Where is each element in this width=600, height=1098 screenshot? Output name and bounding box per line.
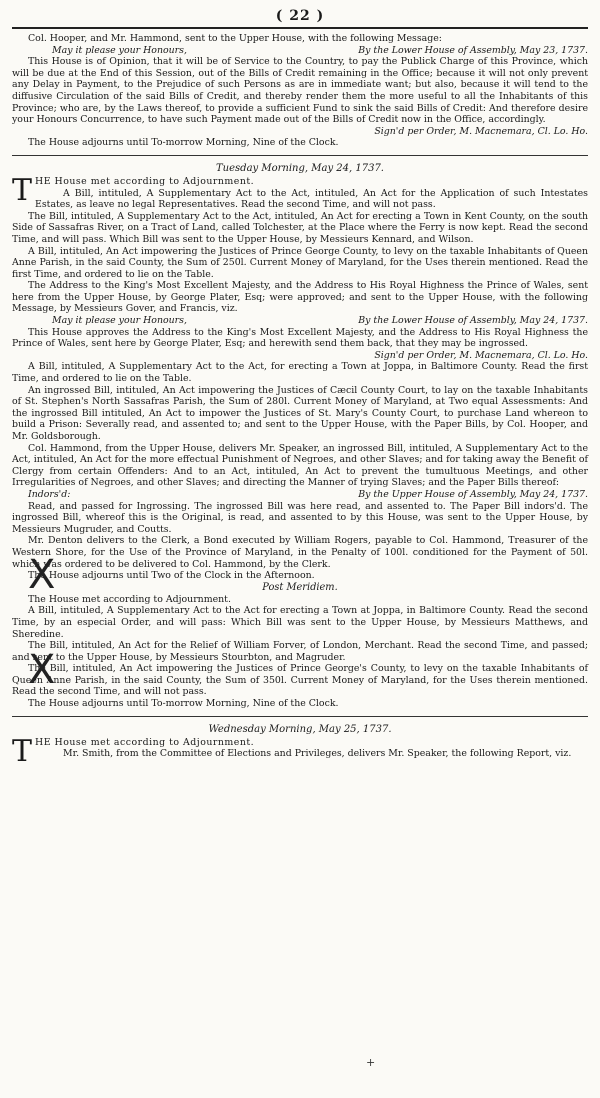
session-date: Wednesday Morning, May 25, 1737. (208, 723, 392, 735)
drop-cap: T (12, 733, 33, 769)
entry-paragraph: The Bill, intituled, A Supplementary Act to the Act, intituled, An Act for erecting a Town in Kent County, on the south Side of Sassafras River, on a Tract of Land, called Tolchester, at the Place where the Ferry is now kept. Read the second Time, and will pass. Which Bill was sent to the Upper House, by Messieurs Kennard, and Wilson. (12, 210, 588, 245)
entry-paragraph: Read, and passed for Ingrossing. The ingrossed Bill was here read, and assented to. The Paper Bill indors'd. The ingrossed Bill, whereof this is the Original, is read, and assented to by this House, was sent to the Upper House, by Messieurs Mugruder, and Coutts. (12, 500, 588, 535)
drop-cap: T (12, 172, 33, 208)
margin-x-mark: X (28, 552, 56, 598)
signature-line: Sign'd per Order, M. Macnemara, Cl. Lo. Ho. (374, 349, 588, 361)
margin-cross-mark: + (366, 1056, 376, 1069)
entry-paragraph: The Address to the King's Most Excellent Majesty, and the Address to His Royal Highness the Prince of Wales, sent here from the Upper House, by George Plater, Esq; were approved; and sent to the Upper House, with the following Message, by Messieurs Gover, and Francis, viz. (12, 280, 588, 315)
entry-paragraph: The Bill, intituled, An Act impowering the Justices of Prince George's County, to levy on the taxable Inhabitants of Queen Anne Parish, in the said County, the Sum of 350l. Current Money of Maryland, for the Uses therein mentioned. Read the second Time, and will not pass. (12, 663, 588, 698)
entry-paragraph: This House approves the Address to the King's Most Excellent Majesty, and the Address to His Royal Highness the Prince of Wales, sent here by George Plater, Esq; and herewith send them back, that they may be ingrossed. (12, 326, 588, 350)
entry-paragraph: A Bill, intituled, An Act impowering the Justices of Prince George County, to levy on the taxable Inhabitants of Queen Anne Parish, in the said County, the Sum of 250l. Current Money of Maryland, for the Uses therein mentioned. Read the first Time, and ordered to lie on the Table. (12, 245, 588, 280)
adjournment-note: The House adjourns until To-morrow Morning, Nine of the Clock. (28, 698, 339, 710)
entry-paragraph: Mr. Denton delivers to the Clerk, a Bond executed by William Rogers, payable to Col. Hammond, Treasurer of the Western Shore, for the Use of the Province of Maryland, in the Penalty of 100l. conditioned for the Payment of 50l. which was ordered to be delivered to Col. Hammond, by the Clerk. (12, 535, 588, 570)
opening-line: THE House met according to Adjournment. (12, 733, 255, 769)
post-meridiem-heading: Post Meridiem. (262, 581, 338, 593)
indorsement-source: By the Upper House of Assembly, May 24, 1737. (358, 488, 588, 500)
section-rule (12, 155, 588, 156)
entry-paragraph: The House met according to Adjournment. (28, 593, 231, 605)
indorsement-label: Indors'd: (28, 488, 71, 500)
message-intro: Col. Hooper, and Mr. Hammond, sent to the Upper House, with the following Message: (28, 33, 442, 44)
address-source: By the Lower House of Assembly, May 23, 1737. (358, 44, 588, 56)
address-salutation: May it please your Honours, (52, 44, 187, 56)
address-salutation: May it please your Honours, (52, 315, 187, 327)
address-source: By the Lower House of Assembly, May 24, 1737. (358, 315, 588, 327)
entry-paragraph: A Bill, intituled, A Supplementary Act to the Act, intituled, An Act for the Application of such Intestates Estates, as leave no legal Representatives. Read the second Time, and will not pass. (35, 187, 588, 211)
entry-paragraph: A Bill, intituled, A Supplementary Act to the Act for erecting a Town at Joppa, in Baltimore County. Read the second Time, by an especial Order, and will pass: Which Bill was sent to the Upper House, by Messieurs Matthews, and Sheredine. (12, 605, 588, 640)
adjournment-note: The House adjourns until Two of the Clock in the Afternoon. (28, 570, 315, 582)
entry-paragraph: An ingrossed Bill, intituled, An Act impowering the Justices of Cæcil County Court, to lay on the taxable Inhabitants of St. Stephen's North Sassafras Parish, the Sum of 280l. Current Money of Maryland, at Two equal Assessments: And the ingrossed Bill intituled, An Act to impower the Justices of St. Mary's County Court, to purchase Land whereon to build a Prison: Severally read, and assented to; and sent to the Upper House, with the Paper Bills, by Col. Hooper, and Mr. Goldsborough. (12, 384, 588, 442)
entry-paragraph: Mr. Smith, from the Committee of Elections and Privileges, delivers Mr. Speaker, the following Report, viz. (63, 748, 572, 760)
margin-x-mark: X (28, 647, 56, 693)
address-line (12, 315, 588, 327)
adjournment-note: The House adjourns until To-morrow Morning, Nine of the Clock. (28, 137, 339, 149)
opening-line: THE House met according to Adjournment. (12, 172, 255, 208)
session-date: Tuesday Morning, May 24, 1737. (216, 162, 384, 174)
entry-paragraph: Col. Hammond, from the Upper House, delivers Mr. Speaker, an ingrossed Bill, intituled, A Supplementary Act to the Act, intituled, An Act for the more effectual Punishment of Negroes, and other Slaves; and for taking away the Benefit of Clergy from certain Offenders: And to an Act, intituled, An Act to prevent the tumultuous Meetings, and other Irregularities of Negroes, and other Slaves; and directing the Manner of trying Slaves; and the Paper Bills thereof: (12, 442, 588, 489)
address-line (12, 45, 588, 57)
top-rule (12, 27, 588, 29)
indorsement-line (12, 489, 588, 501)
section-rule (12, 716, 588, 717)
message-body: This House is of Opinion, that it will be of Service to the Country, to pay the Publick Charge of this Province, which will be due at the End of this Session, out of the Bills of Credit remaining in the Office; because it will not only prevent any Delay in Payment, to the Prejudice of such Persons as are in immediate want; but also, because it will tend to the diffusive Circulation of the said Bills of Credit, and thereby render them the more useful to all the Inhabitants of this Province; who are, by the Laws thereof, to provide a sufficient Fund to sink the said Bills of Credit: And therefore desire your Honours Concurrence, to have such Payment made out of the Bills of Credit now in the Office, accordingly. (12, 56, 588, 126)
entry-paragraph: The Bill, intituled, An Act for the Relief of William Forver, of London, Merchant. Read the second Time, and passed; and sent to the Upper House, by Messieurs Stourbton, and Magruder. (12, 640, 588, 663)
page-number: ( 22 ) (275, 8, 325, 24)
signature-line: Sign'd per Order, M. Macnemara, Cl. Lo. Ho. (374, 125, 588, 137)
entry-paragraph: A Bill, intituled, A Supplementary Act to the Act, for erecting a Town at Joppa, in Baltimore County. Read the first Time, and ordered to lie on the Table. (12, 361, 588, 385)
